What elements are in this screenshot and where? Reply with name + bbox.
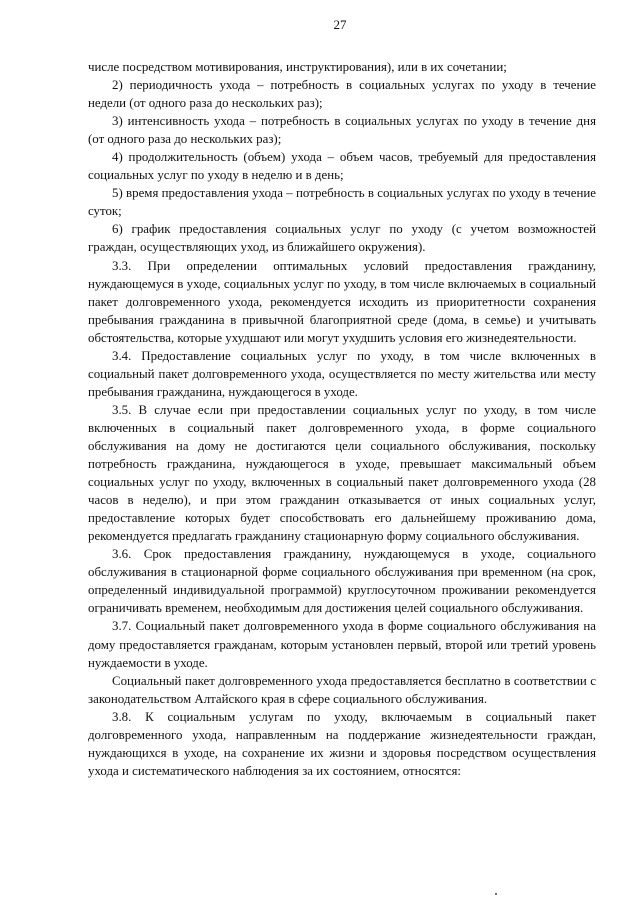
paragraph-item-4: 4) продолжительность (объем) ухода – объем часов, требуемый для предоставления социальных услуг по уходу в неделю и в день; (88, 150, 596, 183)
paragraph-3-4: 3.4. Предоставление социальных услуг по уходу, в том числе включенных в социальный пакет долговременного ухода, осуществляется по месту жительства или месту пребывания гражданина, нуждающегося в уходе. (88, 348, 596, 399)
paragraph-item-5: 5) время предоставления ухода – потребность в социальных услугах по уходу в течение суток; (88, 186, 596, 219)
document-body (88, 58, 596, 780)
paragraph-item-2: 2) периодичность ухода – потребность в социальных услугах по уходу в течение недели (от одного раза до нескольких раз); (88, 78, 596, 111)
paragraph-3-8: 3.8. К социальным услугам по уходу, включаемым в социальный пакет долговременного ухода, направленным на поддержание жизнедеятельности граждан, нуждающихся в уходе, на сохранение их жизни и здоровья посредством осуществления ухода и систематического наблюдения за их состоянием, относятся: (88, 709, 596, 778)
paragraph-3-5: 3.5. В случае если при предоставлении социальных услуг по уходу, в том числе включенных в социальный пакет долговременного ухода, в форме социального обслуживания на дому не достигаются цели социального обслуживания, поскольку потребность гражданина, нуждающегося в уходе, превышает максимальный объем социальных услуг по уходу, включенных в социальный пакет долговременного ухода (28 часов в неделю), и при этом гражданин отказывается от иных социальных услуг, предоставление которых будет способствовать его дальнейшему проживанию дома, рекомендуется предлагать гражданину стационарную форму социального обслуживания. (88, 402, 596, 544)
scan-speck (495, 893, 497, 895)
page-number: 27 (333, 17, 347, 32)
paragraph-item-3: 3) интенсивность ухода – потребность в социальных услугах по уходу в течение дня (от одного раза до нескольких раз); (88, 114, 596, 147)
paragraph-3-6: 3.6. Срок предоставления гражданину, нуждающемуся в уходе, социального обслуживания в стационарной форме социального обслуживания при временном (на срок, определенный индивидуальной программой) круглосуточном проживании рекомендуется ограничивать временем, необходимым для достижения целей социального обслуживания. (88, 547, 596, 616)
paragraph-3-7: 3.7. Социальный пакет долговременного ухода в форме социального обслуживания на дому предоставляется гражданам, которым установлен первый, второй или третий уровень нуждаемости в уходе. (88, 619, 596, 670)
paragraph-continuation: числе посредством мотивирования, инструктирования), или в их сочетании; (88, 60, 507, 74)
paragraph-3-3: 3.3. При определении оптимальных условий предоставления гражданину, нуждающемуся в уходе, социальных услуг по уходу, в том числе включаемых в социальный пакет долговременного ухода, рекомендуется исходить из приоритетности сохранения пребывания гражданина в привычной благоприятной среде (дома, в семье) и учитывать обстоятельства, которые ухудшают или могут ухудшить условия его жизнедеятельности. (88, 258, 596, 345)
paragraph-item-6: 6) график предоставления социальных услуг по уходу (с учетом возможностей граждан, осуществляющих уход, из ближайшего окружения). (88, 222, 596, 255)
paragraph-free-of-charge: Социальный пакет долговременного ухода предоставляется бесплатно в соответствии с законодательством Алтайского края в сфере социального обслуживания. (88, 673, 596, 706)
